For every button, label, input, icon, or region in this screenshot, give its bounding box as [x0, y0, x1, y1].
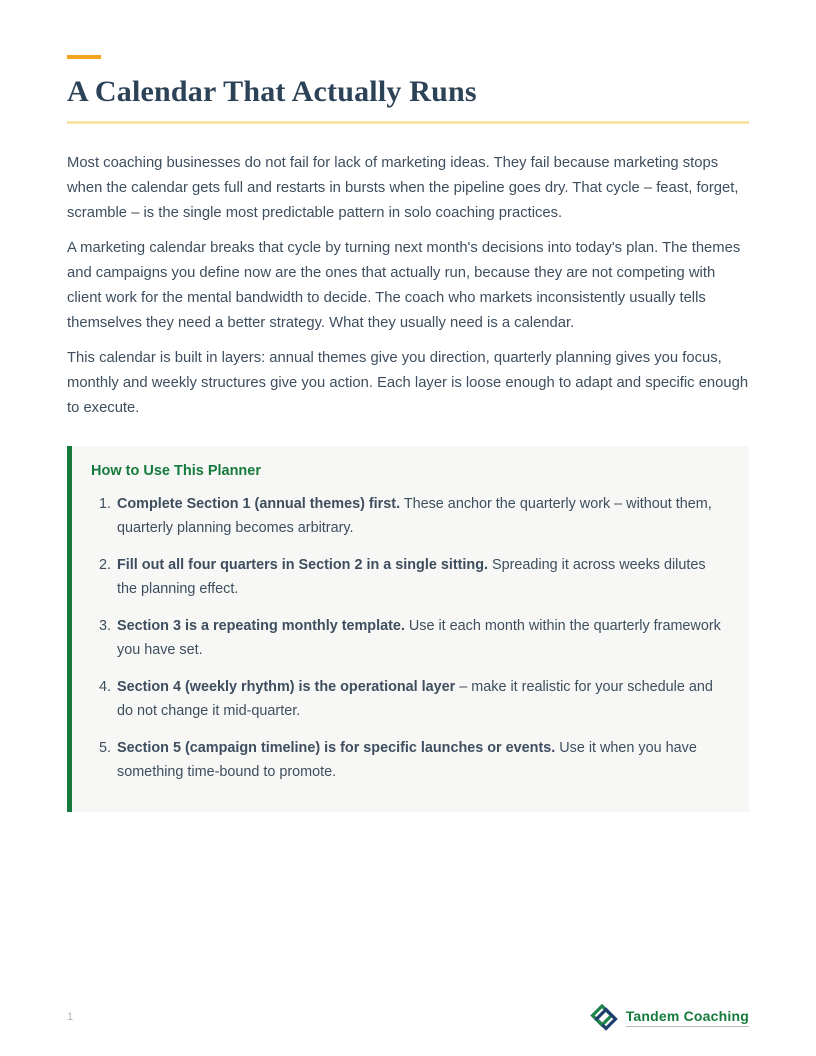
page-title: A Calendar That Actually Runs — [67, 75, 477, 108]
instruction-item-2 — [91, 554, 723, 601]
instruction-rest: Use it when you have something time-bound to promote. — [117, 740, 697, 780]
brand-logo-link[interactable] — [590, 1003, 749, 1031]
page-content — [67, 0, 749, 812]
instruction-item-1 — [91, 493, 723, 540]
callout-heading: How to Use This Planner — [91, 463, 261, 479]
how-to-use-callout — [67, 446, 749, 812]
brand-name: Tandem Coaching — [626, 1008, 749, 1027]
instruction-rest: – make it realistic for your schedule and do not change it mid-quarter. — [117, 679, 713, 719]
tandem-diamond-icon — [590, 1003, 618, 1031]
instruction-rest: These anchor the quarterly work – without them, quarterly planning becomes arbitrary. — [117, 496, 712, 536]
instruction-list — [91, 493, 723, 784]
instruction-lead: Complete Section 1 (annual themes) first. — [117, 496, 401, 512]
instruction-lead: Section 4 (weekly rhythm) is the operational layer — [117, 679, 456, 695]
instruction-item-4 — [91, 676, 723, 723]
page-number: 1 — [67, 1011, 74, 1023]
intro-paragraph-3: This calendar is built in layers: annual themes give you direction, quarterly planning gives you focus, monthly and weekly structures give you action. Each layer is loose enough to adapt and specific enough to execute. — [67, 350, 749, 416]
title-underline-rule — [67, 121, 749, 124]
instruction-lead: Fill out all four quarters in Section 2 in a single sitting. — [117, 557, 489, 573]
instruction-rest: Use it each month within the quarterly framework you have set. — [117, 618, 721, 658]
instruction-rest: Spreading it across weeks dilutes the planning effect. — [117, 557, 706, 597]
instruction-lead: Section 3 is a repeating monthly template. — [117, 618, 405, 634]
intro-section — [67, 151, 749, 421]
instruction-item-3 — [91, 615, 723, 662]
intro-paragraph-1: Most coaching businesses do not fail for lack of marketing ideas. They fail because marketing stops when the calendar gets full and restarts in bursts when the pipeline goes dry. That cycle – feast, forget, scramble – is the single most predictable pattern in solo coaching practices. — [67, 155, 739, 221]
intro-paragraph-2: A marketing calendar breaks that cycle by turning next month's decisions into today's plan. The themes and campaigns you define now are the ones that actually run, because they are not competing with client work for the mental bandwidth to decide. The coach who markets inconsistently usually tells themselves they need a better strategy. What they usually need is a calendar. — [67, 240, 741, 331]
title-accent-bar — [67, 55, 101, 59]
instruction-item-5 — [91, 737, 723, 784]
instruction-lead: Section 5 (campaign timeline) is for specific launches or events. — [117, 740, 556, 756]
